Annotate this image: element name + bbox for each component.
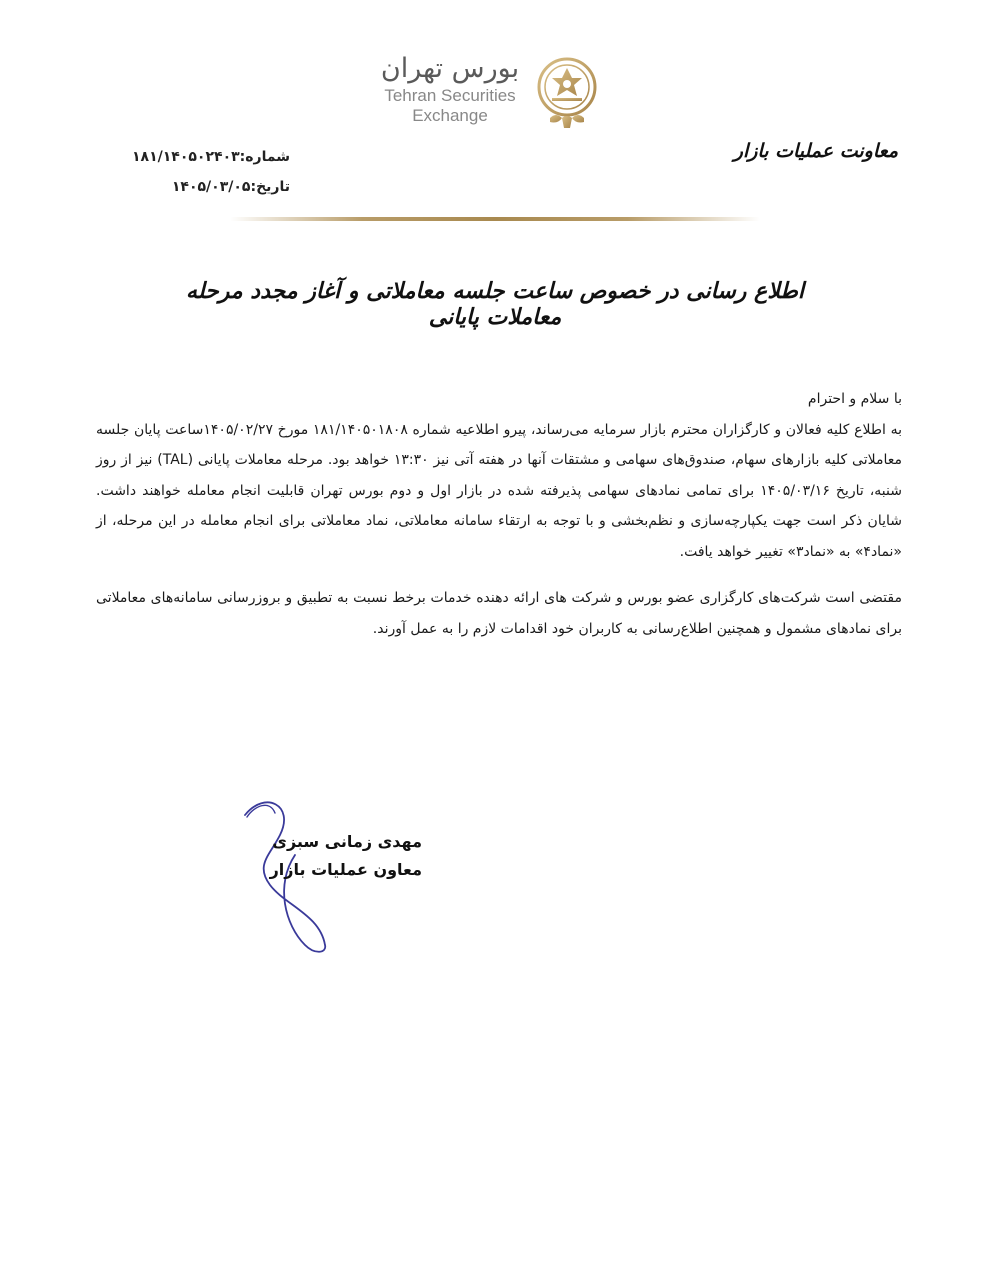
letter-date-label: تاریخ: — [250, 179, 290, 195]
letter-title: اطلاع رسانی در خصوص ساعت جلسه معاملاتی و آغاز مجدد مرحله معاملات پایانی — [186, 278, 804, 330]
logo-english-line2: Exchange — [412, 106, 488, 125]
signatory-role: معاون عملیات بازار — [269, 860, 422, 879]
signatory-name: مهدی زمانی سبزی — [272, 832, 422, 851]
greeting: با سلام و احترام — [807, 391, 902, 407]
letter-date — [90, 172, 290, 202]
letter-number — [90, 142, 290, 172]
logo-wordmark — [370, 52, 530, 126]
letter-date-value: ۱۴۰۵/۰۳/۰۵ — [171, 179, 251, 195]
letter-number-value: ۱۸۱/۱۴۰۵۰۲۴۰۳ — [132, 149, 240, 165]
body-paragraph-1: به اطلاع کلیه فعالان و کارگزاران محترم بازار سرمایه می‌رساند، پیرو اطلاعیه شماره ۱۸۱/۱۴۰۵۰۱۸۰۸ مورخ ۱۴۰۵/۰۲/۲۷ساعت پایان جلسه معاملاتی کلیه بازارهای سهام، صندوق‌های سهامی و مشتقات آنها در هفته آتی نیز ۱۳:۳۰ خواهد بود. مرحله معاملات پایانی (TAL) نیز از روز شنبه، تاریخ ۱۴۰۵/۰۳/۱۶ برای تمامی نمادهای سهامی پذیرفته شده در بازار اول و دوم بورس تهران قابلیت انجام معامله خواهند داشت. شایان ذکر است جهت یکپارچه‌سازی و نظم‌بخشی و با توجه به ارتقاء سامانه معاملاتی، نماد معاملاتی برای انجام معامله در این مرحله، از «نماد۴» به «نماد۳» تغییر خواهد یافت. — [96, 421, 903, 560]
letter-number-label: شماره: — [239, 149, 290, 165]
department-name: معاونت عملیات بازار — [733, 140, 898, 162]
logo-persian-name: بورس تهران — [380, 53, 520, 84]
signature-block — [222, 828, 422, 884]
letter-body — [96, 384, 902, 644]
exchange-logo — [370, 52, 610, 142]
logo-english-line1: Tehran Securities — [384, 86, 516, 105]
letter-meta — [90, 142, 290, 202]
body-paragraph-2: مقتضی است شرکت‌های کارگزاری عضو بورس و شرکت های ارائه دهنده خدمات برخط نسبت به تطبیق و بروزرسانی سامانه‌های معاملاتی برای نمادهای مشمول و همچنین اطلاع‌رسانی به کاربران خود اقدامات لازم را به عمل آورند. — [96, 590, 902, 637]
tse-emblem-icon — [536, 54, 598, 134]
header-divider — [230, 217, 760, 221]
